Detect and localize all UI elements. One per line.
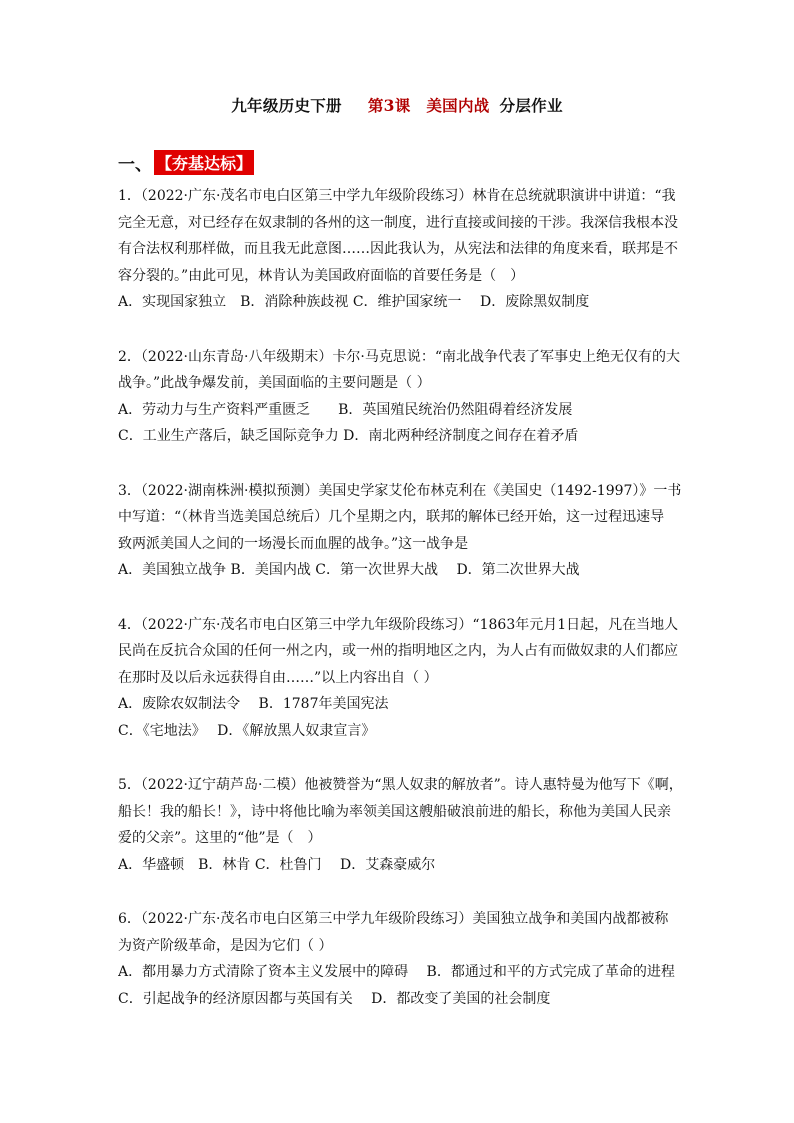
title-grade-book: 九年级历史下册: [231, 96, 342, 115]
section-badge: 【夯基达标】: [154, 150, 254, 175]
question-stem-line: 在那时及以后永远获得自由……”以上内容出自（ ）: [118, 669, 438, 686]
question-6: [118, 906, 684, 1012]
question-stem-line: 5．（2022·辽宁葫芦岛·二模）他被赞誉为“黑人奴隶的解放者”。诗人惠特曼为他写下《啊，: [118, 777, 683, 793]
question-stem-line: 容分裂的。”由此可见，林肯认为美国政府面临的首要任务是（ ）: [118, 267, 525, 284]
question-stem-line: 爱的父亲”。这里的“他”是（ ）: [118, 830, 322, 846]
question-options: A．劳动力与生产资料严重匮乏 B．英国殖民统治仍然阻碍着经济发展: [118, 401, 573, 418]
question-options: A．美国独立战争 B．美国内战 C．第一次世界大战 D．第二次世界大战: [118, 562, 580, 578]
question-options: A．废除农奴制法令 B．1787年美国宪法: [118, 696, 389, 712]
question-1: [118, 183, 684, 316]
question-list: [118, 183, 684, 1040]
title-type: 分层作业: [499, 96, 563, 115]
question-stem-line: 战争。”此战争爆发前，美国面临的主要问题是（ ）: [118, 375, 431, 391]
question-stem-line: 为资产阶级革命，是因为它们（ ）: [118, 937, 333, 954]
question-2: [118, 344, 684, 450]
question-stem-line: 船长！我的船长！》，诗中将他比喻为率领美国这艘船破浪前进的船长，称他为美国人民亲: [118, 803, 671, 820]
question-options: A．华盛顿 B．林肯 C．杜鲁门 D．艾森豪威尔: [118, 856, 436, 873]
question-options: A．实现国家独立 B．消除种族歧视 C．维护国家统一 D．废除黑奴制度: [118, 294, 590, 310]
question-stem-line: 6．（2022·广东·茂名市电白区第三中学九年级阶段练习）美国独立战争和美国内战都被称: [118, 911, 669, 927]
question-4: [118, 612, 684, 745]
question-5: [118, 772, 684, 878]
question-stem-line: 1．（2022·广东·茂名市电白区第三中学九年级阶段练习）林肯在总统就职演讲中讲道：“我: [118, 188, 676, 204]
question-options: A．都用暴力方式清除了资本主义发展中的障碍 B．都通过和平的方式完成了革命的进程: [118, 964, 675, 980]
question-stem-line: 3．（2022·湖南株洲·模拟预测）美国史学家艾伦布林克利在《美国史（1492-1997）》一书: [118, 482, 682, 499]
question-stem-line: 民尚在反抗合众国的任何一州之内，或一州的指明地区之内，为人占有而做奴隶的人们都应: [118, 643, 678, 659]
title-lesson: 第3课 美国内战: [367, 96, 490, 115]
question-stem-line: 完全无意，对已经存在奴隶制的各州的这一制度，进行直接或间接的干涉。我深信我根本没: [118, 214, 678, 231]
section-number: 一、: [118, 155, 152, 175]
question-stem-line: 有合法权利那样做，而且我无此意图……因此我认为，从宪法和法律的角度来看，联邦是不: [118, 241, 678, 257]
question-options: C．引起战争的经济原因都与英国有关 D．都改变了美国的社会制度: [118, 990, 551, 1007]
question-3: [118, 478, 684, 584]
question-stem-line: 中写道：“（林肯当选美国总统后）几个星期之内，联邦的解体已经开始，这一过程迅速导: [118, 509, 665, 525]
question-stem-line: 致两派美国人之间的一场漫长而血腥的战争。”这一战争是: [118, 535, 469, 552]
question-options: C．工业生产落后，缺乏国际竞争力 D．南北两种经济制度之间存在着矛盾: [118, 428, 579, 444]
page-title: [0, 94, 794, 116]
question-stem-line: 2．（2022·山东青岛·八年级期末）卡尔·马克思说：“南北战争代表了军事史上绝无仅有的大: [118, 348, 681, 365]
question-options: C．《宅地法》 D．《解放黑人奴隶宣言》: [118, 722, 376, 739]
question-stem-line: 4．（2022·广东·茂名市电白区第三中学九年级阶段练习）“1863年元月1日起，凡在当地人: [118, 616, 679, 633]
section-heading: [118, 150, 254, 175]
